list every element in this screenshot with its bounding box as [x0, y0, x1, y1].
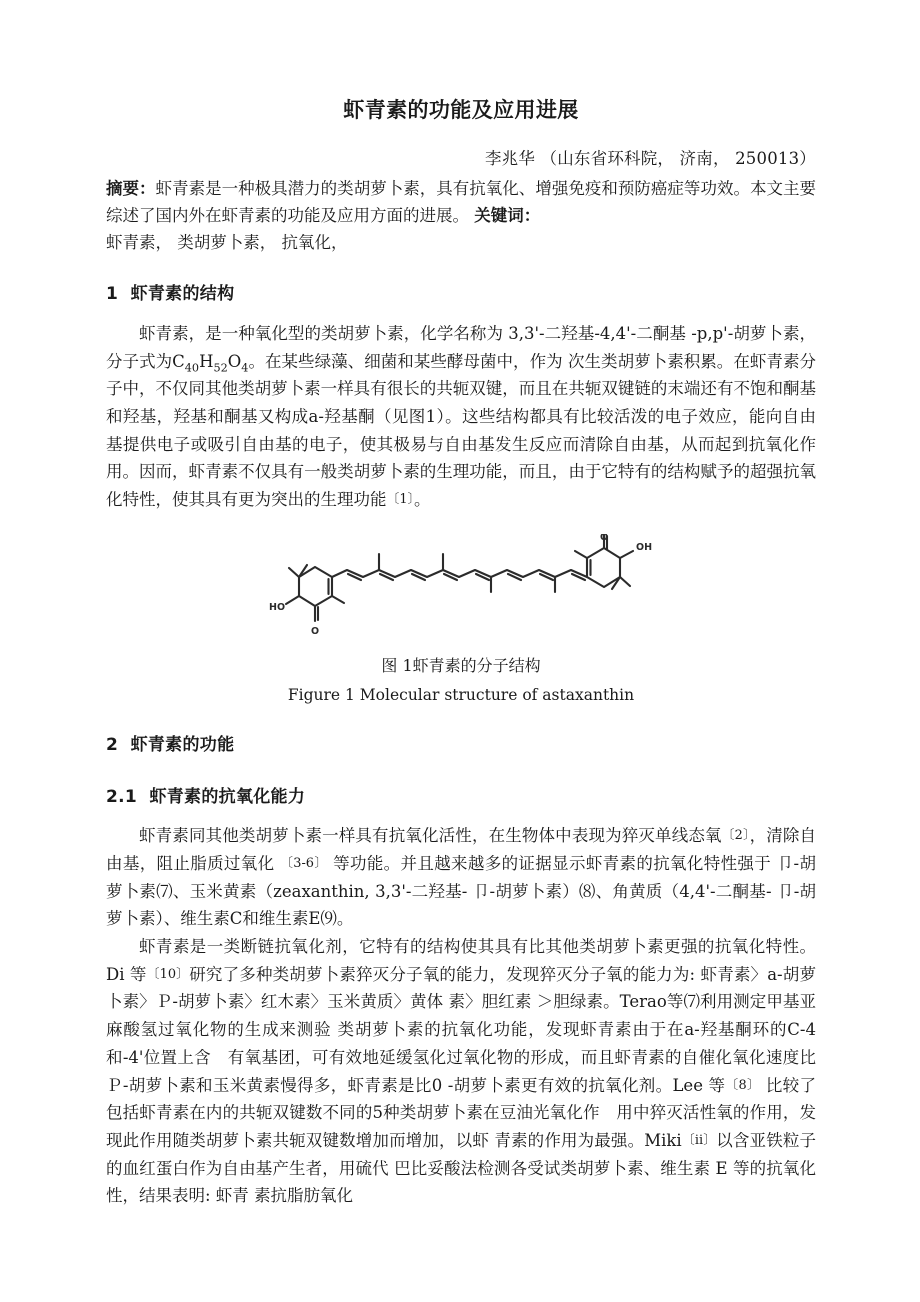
section-heading-2-1 — [106, 761, 816, 813]
abstract-label: 摘要： — [106, 179, 156, 199]
figure-1-caption-en: Figure 1 Molecular structure of astaxanthin — [287, 685, 635, 704]
section-2-1-paragraph-2: 虾青素是一类断链抗氧化剂，它特有的结构使其具有比其他类胡萝卜素更强的抗氧化特性。 Di 等〔10〕研究了多种类胡萝卜素猝灭分子氧的能力，发现猝灭分子氧的能力为: 虾青素〉a-胡萝卜素〉Ｐ-胡萝卜素〉红木素〉玉米黄质〉黄体 素〉胆红素 ＞胆绿素。Terao等⑺利用测定甲基亚麻酸氢过氧化物的生成来测验 类胡萝卜素的抗氧化功能，发现虾青素由于在a-羟基酮环的C-4和-4'位置上含 有氧基团，可有效地延缓氢化过氧化物的形成，而且虾青素的自催化氧化速度比 Ｐ-胡萝卜素和玉米黄素慢得多，虾青素是比0 -胡萝卜素更有效的抗氧化剂。Lee 等〔8〕 比较了包括虾青素在内的共轭双键数不同的5种类胡萝卜素在豆油光氧化作 用中猝灭活性氧的作用，发现此作用随类胡萝卜素共轭双键数增加而增加，以虾 青素的作用为最强。Miki〔ii〕以含亚铁粒子的血红蛋白作为自由基产生者，用硫代 巴比妥酸法检测各受试类胡萝卜素、维生素 E 等的抗氧化性，结果表明: 虾青 素抗脂肪氧化 — [106, 936, 817, 1206]
keywords-label: 关键词： — [474, 205, 541, 225]
section-heading-2 — [106, 707, 816, 761]
abstract-block — [106, 172, 816, 229]
figure-label-oh-right: OH — [636, 541, 653, 553]
author-affiliation-line: 李兆华 （山东省环科院， 济南， 250013） — [484, 149, 816, 169]
abstract-text: 虾青素是一种极具潜力的类胡萝卜素，具有抗氧化、增强免疫和预防癌症等功效。本文主要综述了国内外在虾青素的功能及应用方面的进展。 — [106, 179, 817, 225]
figure-label-o-right: O — [600, 533, 609, 543]
section-heading-1 — [106, 256, 816, 310]
page-content-column — [106, 0, 816, 1210]
astaxanthin-structure-diagram — [251, 534, 671, 644]
keywords-text: 虾青素， 类胡萝卜素， 抗氧化， — [106, 232, 348, 252]
section-title-1: 虾青素的结构 — [130, 284, 235, 305]
section-title-2-1: 虾青素的抗氧化能力 — [149, 786, 306, 807]
section-number-2: 2 — [106, 735, 119, 756]
section-2-1-paragraph-1: 虾青素同其他类胡萝卜素一样具有抗氧化活性，在生物体中表现为猝灭单线态氧〔2〕，清除自由基，阻止脂质过氧化 〔3-6〕 等功能。并且越来越多的证据显示虾青素的抗氧化特性强于 卩-胡萝卜素⑺、玉米黄素（zeaxanthin, 3,3'-二羟基- 卩-胡萝卜素）⑻、角黄质（4,4'-二酮基- 卩-胡萝卜素）、维生素C和维生素E⑼。 — [106, 826, 817, 929]
figure-label-ho-left: HO — [269, 601, 286, 613]
section-1-paragraph-1: 虾青素，是一种氧化型的类胡萝卜素，化学名称为 3,3'-二羟基-4,4'-二酮基 -p,p'-胡萝卜素，分子式为$C_{40}H_{52}O_4$。在某些绿藻、细菌和某些酵母菌中，作为 次生类胡萝卜素积累。在虾青素分子中，不仅同其他类胡萝卜素一样具有很长的共轭双键，而且在共轭双键链的末端还有不饱和酮基和羟基，羟基和酮基又构成a-羟基酮（见图1）。这些结构都具有比较活泼的电子效应，能向自由基提供电子或吸引自由基的电子，使其极易与自由基发生反应而清除自由基，从而起到抗氧化作用。因而，虾青素不仅具有一般类胡萝卜素的生理功能，而且，由于它特有的结构赋予的超强抗氧化特性，使其具有更为突出的生理功能〔1〕。 — [106, 323, 816, 510]
figure-label-o-left: O — [311, 625, 320, 637]
section-number-1: 1 — [106, 284, 119, 305]
figure-1-container — [106, 514, 816, 707]
section-title-2: 虾青素的功能 — [130, 735, 235, 756]
page-title: 虾青素的功能及应用进展 — [343, 98, 579, 122]
section-number-2-1: 2.1 — [106, 786, 138, 807]
figure-1-caption-cn: 图 1虾青素的分子结构 — [381, 655, 541, 675]
